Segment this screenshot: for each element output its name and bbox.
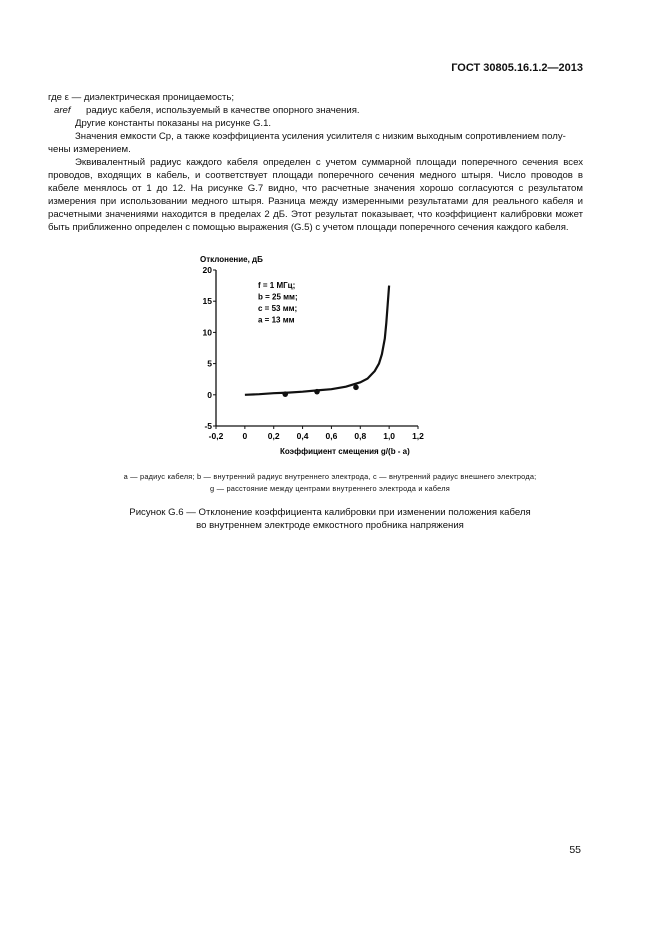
x-tick-label: 0 bbox=[242, 431, 248, 441]
x-tick-label: 0,2 bbox=[267, 431, 280, 441]
data-point-marker bbox=[282, 391, 288, 397]
x-tick-label: 1,0 bbox=[383, 431, 396, 441]
y-tick-label: 10 bbox=[202, 327, 212, 338]
y-tick-label: 20 bbox=[202, 265, 212, 275]
legend-line2: g — расстояние между центрами внутреннего электрода и кабеля bbox=[210, 484, 450, 493]
equiv-radius-paragraph: Эквивалентный радиус каждого кабеля определен с учетом суммарной площади поперечного сечения всех проводов, входящих в кабель, и соответствует площади поперечного сечения медного штыря. Число проводов в кабеле менялось от 1 до 12. На рисунке G.7 видно, что расчетные значения хорошо согласуются с результатом измерения при использовании медного штыря. Разница между измеренными результатами для реального кабеля и расчетными значениями находится в пределах 2 дБ. Этот результат показывает, что коэффициент калибровки может быть приближенно определен с помощью выражения (G.5) с учетом площади поперечного сечения каждого кабеля. bbox=[48, 157, 583, 233]
y-axis-label: Отклонение, дБ bbox=[200, 255, 263, 264]
standard-id: ГОСТ 30805.16.1.2—2013 bbox=[451, 62, 583, 74]
x-tick-label: 0,6 bbox=[325, 431, 338, 441]
figure-chart bbox=[190, 250, 450, 465]
capacitance-line2: чены измерением. bbox=[48, 144, 131, 155]
x-tick-label: -0,2 bbox=[208, 431, 224, 441]
legend-line1: a — радиус кабеля; b — внутренний радиус внутреннего электрода, c — внутренний радиус внешнего электрода; bbox=[123, 472, 537, 481]
aref-text: радиус кабеля, используемый в качестве опорного значения. bbox=[86, 105, 360, 116]
data-point-marker bbox=[314, 389, 320, 395]
figure-legend bbox=[60, 471, 600, 495]
figure-caption bbox=[70, 506, 590, 532]
parameter-annotation: b = 25 мм; bbox=[258, 292, 298, 302]
chart-svg bbox=[190, 250, 450, 465]
x-tick-label: 1,2 bbox=[412, 431, 424, 441]
y-tick-label: 15 bbox=[202, 296, 212, 307]
parameter-annotation: f = 1 МГц; bbox=[258, 281, 296, 290]
caption-line2: во внутреннем электроде емкостного пробника напряжения bbox=[196, 520, 464, 531]
y-tick-label: -5 bbox=[204, 421, 212, 431]
other-constants: Другие константы показаны на рисунке G.1. bbox=[75, 118, 272, 129]
page-number: 55 bbox=[569, 844, 581, 856]
parameter-annotation: c = 53 мм; bbox=[258, 304, 298, 313]
capacitance-line1: Значения емкости Cp, а также коэффициента усиления усилителя с низким выходным сопротивлением полу- bbox=[75, 131, 566, 142]
aref-line bbox=[48, 104, 583, 117]
x-tick-label: 0,8 bbox=[354, 431, 367, 441]
body-text bbox=[48, 91, 583, 234]
x-axis-label: Коэффициент смещения g/(b - a) bbox=[280, 447, 410, 456]
x-tick-label: 0,4 bbox=[296, 431, 309, 441]
series-curve bbox=[245, 286, 389, 395]
data-point-marker bbox=[353, 385, 359, 391]
caption-line1: Рисунок G.6 — Отклонение коэффициента калибровки при изменении положения кабеля bbox=[129, 507, 531, 518]
y-tick-label: 0 bbox=[207, 389, 212, 400]
aref-symbol: aref bbox=[54, 105, 71, 116]
where-line: где ε — диэлектрическая проницаемость; bbox=[48, 92, 235, 103]
parameter-annotation: a = 13 мм bbox=[258, 315, 295, 325]
y-tick-label: 5 bbox=[207, 358, 212, 369]
